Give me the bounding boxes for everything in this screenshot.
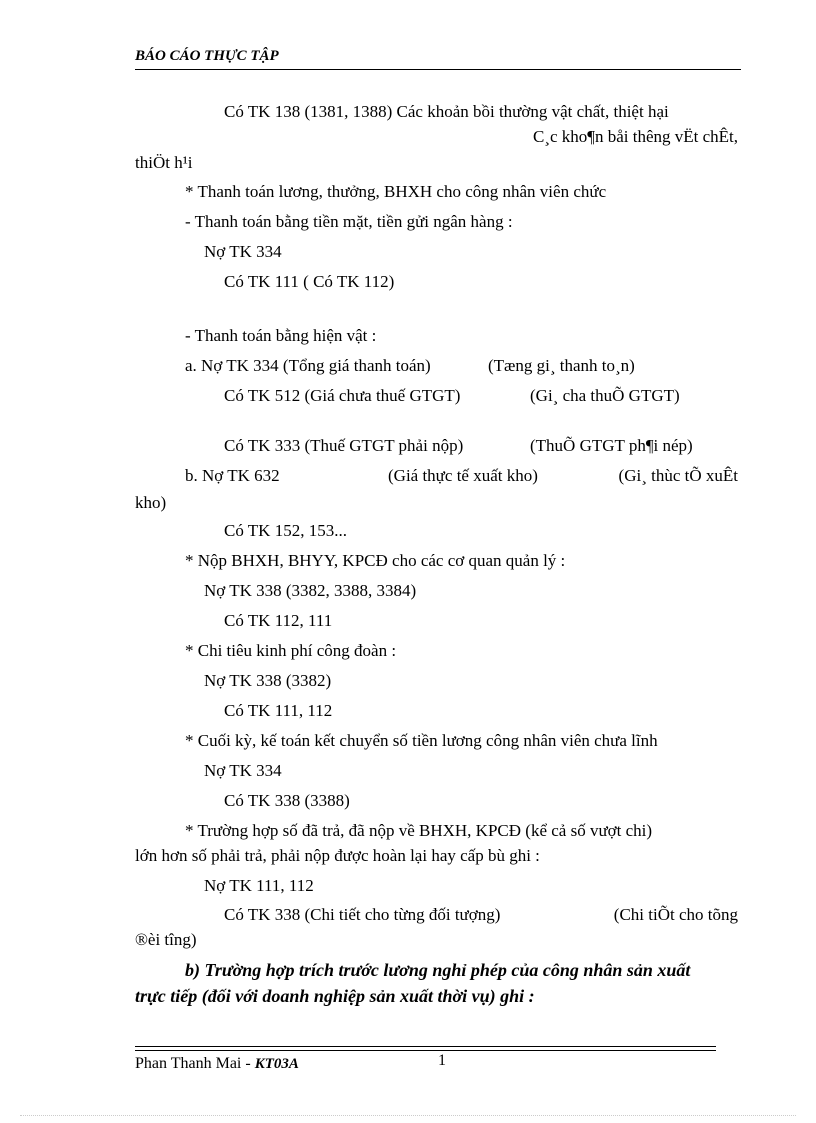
text-line: * Cuối kỳ, kế toán kết chuyển số tiền lương công nhân viên chưa lĩnh [185,731,658,750]
text-line: a. Nợ TK 334 (Tổng giá thanh toán) [185,356,431,375]
page-bottom-border [20,1115,796,1116]
header-rule [135,69,741,70]
text-line: * Nộp BHXH, BHYY, KPCĐ cho các cơ quan quản lý : [185,551,566,570]
text-line: Nợ TK 338 (3382, 3388, 3384) [204,581,417,600]
text-line: Có TK 111, 112 [224,701,333,720]
text-line: Có TK 138 (1381, 1388) Các khoản bồi thường vật chất, thiệt hại [224,102,669,121]
text-line: kho) [135,493,167,512]
section-heading: trực tiếp (đối với doanh nghiệp sản xuất thời vụ) ghi : [135,986,535,1006]
footer-class: KT03A [254,1056,299,1072]
text-line: Có TK 111 ( Có TK 112) [224,272,395,291]
text-line: (Gi¸ cha thuÕ GTGT) [530,386,680,405]
text-line: * Thanh toán lương, thưởng, BHXH cho công nhân viên chức [185,182,607,201]
header-title: BÁO CÁO THỰC TẬP [135,48,279,64]
footer-rule [135,1046,716,1047]
text-line: Có TK 512 (Giá chưa thuế GTGT) [224,386,461,405]
text-line: (Giá thực tế xuất kho) [388,466,538,485]
footer-rule [135,1050,716,1051]
text-line: thiÖt h¹i [135,153,193,172]
text-line: Nợ TK 334 [204,761,282,780]
text-line: b. Nợ TK 632 [185,466,280,485]
text-line: (ThuÕ GTGT ph¶i nép) [530,436,693,455]
text-line: Có TK 338 (Chi tiết cho từng đối tượng) [224,905,501,924]
text-line: Có TK 152, 153... [224,521,347,540]
text-line: ®èi tîng) [135,930,197,949]
text-line: - Thanh toán bằng hiện vật : [185,326,377,345]
text-line: Nợ TK 334 [204,242,282,261]
text-line: * Trường hợp số đã trả, đã nộp về BHXH, KPCĐ (kể cả số vượt chi) [185,821,653,840]
footer-author [135,1055,299,1073]
text-line: (Tæng gi¸ thanh to¸n) [488,356,635,375]
text-line: Nợ TK 338 (3382) [204,671,332,690]
text-line: Có TK 112, 111 [224,611,333,630]
text-line: Có TK 338 (3388) [224,791,350,810]
text-line: (Chi tiÕt cho tõng [613,905,738,924]
section-heading: b) Trường hợp trích trước lương nghỉ phép của công nhân sản xuất [185,960,691,980]
text-line: - Thanh toán bằng tiền mặt, tiền gửi ngân hàng : [185,212,513,231]
footer-author-name: Phan Thanh Mai - [135,1055,255,1072]
text-line: C¸c kho¶n båi thêng vËt chÊt, [532,127,738,146]
text-line: * Chi tiêu kinh phí công đoàn : [185,641,397,660]
text-line: Có TK 333 (Thuế GTGT phải nộp) [224,436,464,455]
text-line: (Gi¸ thùc tÕ xuÊt [618,466,738,485]
text-line: lớn hơn số phải trả, phải nộp được hoàn lại hay cấp bù ghi : [135,846,540,865]
text-line: Nợ TK 111, 112 [204,876,314,895]
page-number: 1 [438,1052,446,1069]
